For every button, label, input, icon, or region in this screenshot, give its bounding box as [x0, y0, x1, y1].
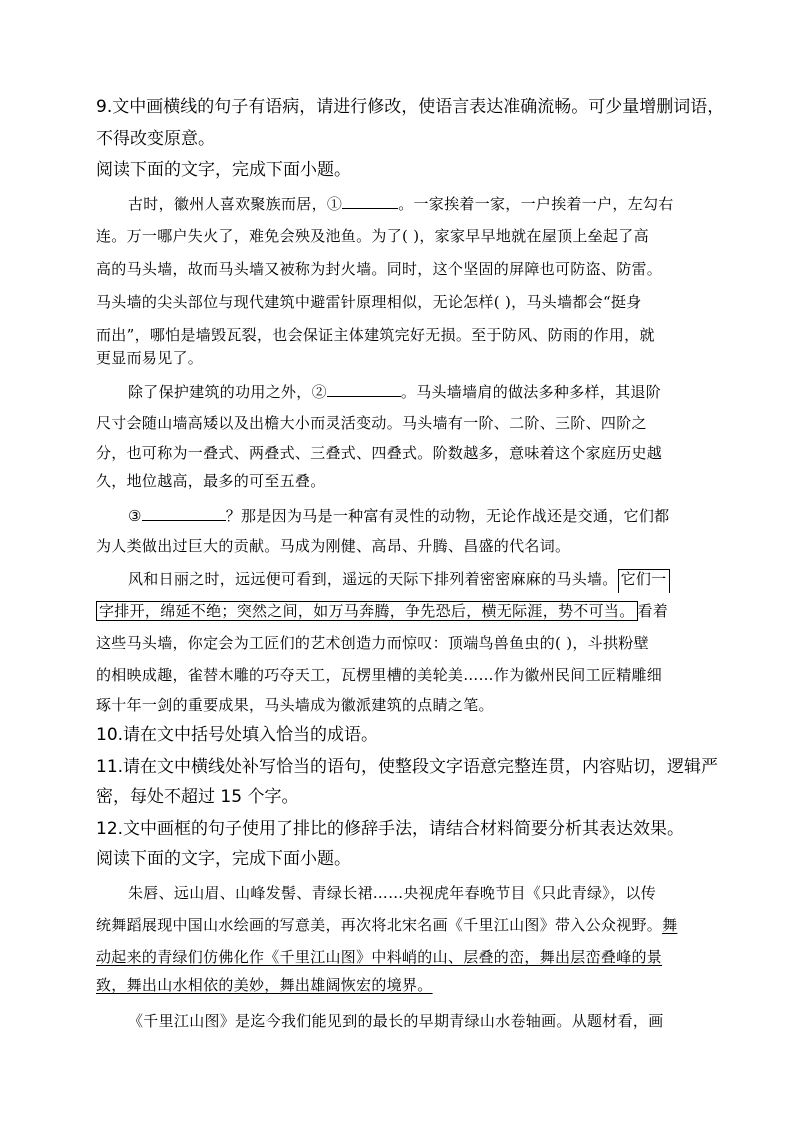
answer-blank-2[interactable] — [327, 380, 401, 397]
passage1-p4-line-5: 琢十年一剑的重要成果，马头墙成为徽派建筑的点睛之笔。 — [96, 696, 494, 714]
answer-blank-1[interactable] — [342, 192, 398, 209]
framed-sentence-part-2: 字排开，绵延不绝；突然之间，如万马奔腾，争先恐后，横无际涯，势不可当。 — [96, 601, 638, 621]
passage1-p4-text-b: 看着 — [637, 602, 669, 620]
reading-instruction-2: 阅读下面的文字，完成下面小题。 — [96, 849, 351, 869]
framed-sentence-part-1: 它们一 — [618, 569, 670, 593]
passage1-p1-line-1 — [128, 192, 730, 214]
reading-instruction-1: 阅读下面的文字，完成下面小题。 — [96, 160, 351, 180]
passage1-p4-line-3: 这些马头墙，你定会为工匠们的艺术创造力而惊叹：顶端鸟兽鱼虫的( )，斗拱粉壁 — [96, 634, 649, 652]
underlined-sentence-line-2: 动起来的青绿们仿佛化作《千里江山图》中料峭的山、层叠的峦，舞出层峦叠峰的景 — [96, 948, 663, 966]
passage1-p4-line-1 — [128, 568, 730, 589]
passage1-p2-line-1 — [128, 380, 730, 402]
underlined-sentence-line-3: 致，舞出山水相依的美妙，舞出雄阔恢宏的境界。 — [96, 976, 433, 994]
passage1-p1-line-3: 高的马头墙，故而马头墙又被称为封火墙。同时，这个坚固的屏障也可防盗、防雷。 — [96, 260, 663, 278]
passage1-p4-text-a: 风和日丽之时，远远便可看到，遥远的天际下排列着密密麻麻的马头墙。 — [128, 570, 618, 588]
passage1-p3-text-a: ③ — [128, 507, 142, 525]
passage1-p2-text-a: 除了保护建筑的功用之外，② — [128, 383, 327, 401]
passage2-p1-line-1: 朱唇、远山眉、山峰发髻、青绿长裙……央视虎年春晚节目《只此青绿》，以传 — [128, 884, 657, 902]
passage1-p1-text-a: 古时，徽州人喜欢聚族而居，① — [128, 195, 343, 213]
passage2-p1-text-a: 统舞蹈展现中国山水绘画的写意美，再次将北宋名画《千里江山图》带入公众视野。 — [96, 916, 663, 934]
answer-blank-3[interactable] — [142, 504, 226, 521]
passage1-p3-text-b: ？那是因为马是一种富有灵性的动物，无论作战还是交通，它们都 — [225, 507, 670, 525]
underlined-sentence-start: 舞 — [662, 916, 678, 934]
passage1-p4-line-2 — [96, 600, 698, 621]
passage1-p4-line-4: 的相映成趣，雀替木雕的巧夺天工，瓦楞里槽的美轮美……作为徽州民间工匠精雕细 — [96, 666, 663, 684]
passage1-p3-line-2: 为人类做出过巨大的贡献。马成为刚健、高昂、升腾、昌盛的代名词。 — [96, 537, 571, 555]
question-11-line-1: 11.请在文中横线处补写恰当的语句，使整段文字语意完整连贯，内容贴切，逻辑严 — [96, 757, 719, 777]
question-10: 10.请在文中括号处填入恰当的成语。 — [96, 725, 379, 745]
passage1-p1-line-4: 马头墙的尖头部位与现代建筑中避雷针原理相似，无论怎样( )，马头墙都会“挺身 — [96, 293, 642, 311]
passage1-p2-text-b: 。马头墙墙肩的做法多种多样，其退阶 — [400, 383, 662, 401]
question-9-line-1: 9.文中画横线的句子有语病，请进行修改，使语言表达准确流畅。可少量增删词语， — [96, 97, 725, 117]
passage1-p2-line-2: 尺寸会随山墙高矮以及出檐大小而灵活变动。马头墙有一阶、二阶、三阶、四阶之 — [96, 414, 647, 432]
passage1-p2-line-3: 分，也可称为一叠式、两叠式、三叠式、四叠式。阶数越多，意味着这个家庭历史越 — [96, 444, 663, 462]
passage1-p1-line-5: 而出”，哪怕是墙毁瓦裂，也会保证主体建筑完好无损。至于防风、防雨的作用，就 — [96, 326, 655, 344]
passage2-p1-line-2 — [96, 914, 698, 935]
passage2-p2-line-1: 《千里江山图》是迄今我们能见到的最长的早期青绿山水卷轴画。从题材看，画 — [128, 1012, 664, 1030]
passage1-p1-line-2: 连。万一哪户失火了，难免会殃及池鱼。为了( )，家家早早地就在屋顶上垒起了高 — [96, 227, 649, 245]
question-9-line-2: 不得改变原意。 — [96, 129, 215, 149]
passage1-p1-text-b: 。一家挨着一家，一户挨着一户，左勾右 — [398, 195, 674, 213]
passage1-p2-line-4: 久，地位越高，最多的可至五叠。 — [96, 472, 326, 490]
passage1-p1-line-6: 更显而易见了。 — [96, 349, 204, 367]
question-12: 12.文中画框的句子使用了排比的修辞手法，请结合材料简要分析其表达效果。 — [96, 819, 685, 839]
question-11-line-2: 密，每处不超过 15 个字。 — [96, 787, 299, 807]
passage2-p1-line-4 — [96, 974, 698, 995]
passage1-p3-line-1 — [128, 504, 730, 526]
